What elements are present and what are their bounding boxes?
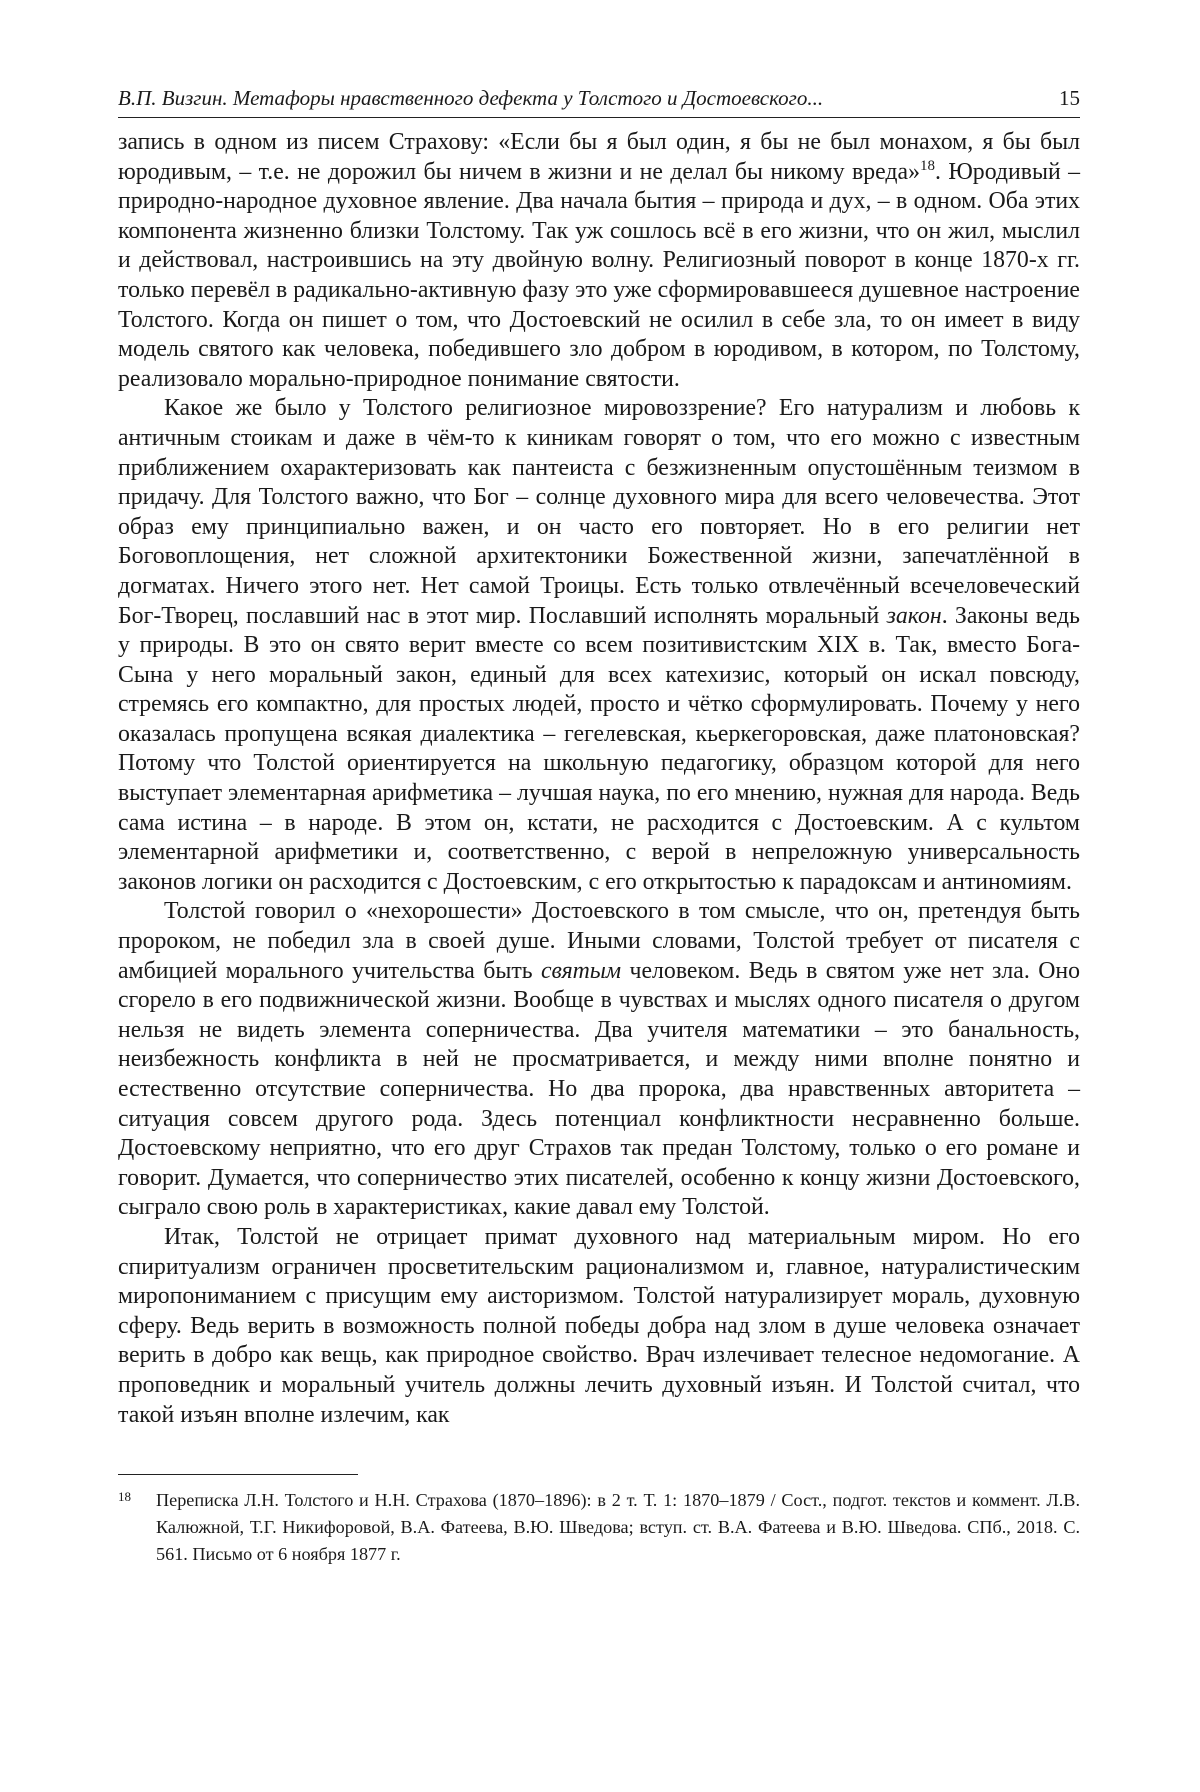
paragraph-3 bbox=[118, 897, 1080, 1223]
footnote-divider bbox=[118, 1474, 358, 1475]
paragraph-3-text-b: человеком. Ведь в святом уже нет зла. Оно сгорело в его подвижнической жизни. Вообще в чувствах и мыслях одного писателя о другом нельзя не видеть элемента соперничества. Два учителя математики – это банальность, неизбежность конфликта в ней не просматривается, и между ними вполне понятно и естественно отсутствие соперничества. Но два пророка, два нравственных авторитета – ситуация совсем другого рода. Здесь потенциал конфликтности несравненно больше. Достоевскому неприятно, что его друг Страхов так предан Толстому, только о его романе и говорит. Думается, что соперничество этих писателей, особенно к концу жизни Достоевского, сыграло свою роль в характеристиках, какие давал ему Толстой. bbox=[118, 957, 1081, 1221]
paragraph-3-text-a: Толстой говорил о «нехорошести» Достоевского в том смысле, что он, претендуя быть пророком, не победил зла в своей душе. Иными словами, Толстой требует от писателя с амбицией морального учительства быть bbox=[118, 898, 1080, 984]
paragraph-2 bbox=[118, 394, 1080, 897]
running-head bbox=[118, 86, 1080, 118]
paragraph-3-italic-word: святым bbox=[540, 957, 622, 984]
page bbox=[118, 86, 1080, 1568]
paragraph-2-italic-word: закон bbox=[886, 602, 942, 629]
footnote-text: Переписка Л.Н. Толстого и Н.Н. Страхова (1870–1896): в 2 т. Т. 1: 1870–1879 / Сост., подгот. текстов и коммент. Л.В. Калюжной, Т.Г. Никифоровой, В.А. Фатеева, В.Ю. Шведова; вступ. ст. В.А. Фатеева и В.Ю. Шведова. СПб., 2018. С. 561. Письмо от 6 ноября 1877 г. bbox=[156, 1490, 1080, 1565]
page-number: 15 bbox=[1059, 86, 1080, 110]
paragraph-1-text-b: . Юродивый – природно-народное духовное явление. Два начала бытия – природа и дух, – в одном. Оба этих компонента жизненно близки Толстому. Так уж сошлось всё в его жизни, что он жил, мыслил и действовал, настроившись на эту двойную волну. Религиозный поворот в конце 1870-х гг. только перевёл в радикально-активную фазу это уже сформировавшееся душевное настроение Толстого. Когда он пишет о том, что Достоевский не осилил в себе зла, то он имеет в виду модель святого как человека, победившего зло добром в юродивом, в котором, по Толстому, реализовало морально-природное понимание святости. bbox=[118, 158, 1080, 392]
footnote bbox=[118, 1487, 1080, 1568]
paragraph-4: Итак, Толстой не отрицает примат духовного над материальным миром. Но его спиритуализм ограничен просветительским рационализмом и, главное, натуралистическим миропониманием с присущим ему аисторизмом. Толстой натурализирует мораль, духовную сферу. Ведь верить в возможность полной победы добра над злом в душе человека означает верить в добро как вещь, как природное свойство. Врач излечивает телесное недомогание. А проповедник и моральный учитель должны лечить духовный изъян. И Толстой считал, что такой изъян вполне излечим, как bbox=[118, 1223, 1080, 1428]
body-text bbox=[118, 128, 1080, 1430]
paragraph-1-text-a: запись в одном из писем Страхову: «Если бы я был один, я бы не был монахом, я бы был юродивым, – т.е. не дорожил бы ничем в жизни и не делал бы никому вреда» bbox=[118, 129, 1080, 185]
paragraph-2-text-a: Какое же было у Толстого религиозное мировоззрение? Его натурализм и любовь к античным стоикам и даже в чём-то к киникам говорят о том, что его можно с известным приближением охарактеризовать как пантеиста с безжизненным опустошённым теизмом в придачу. Для Толстого важно, что Бог – солнце духовного мира для всего человечества. Этот образ ему принципиально важен, и он часто его повторяет. Но в его религии нет Боговоплощения, нет сложной архитектоники Божественной жизни, запечатлённой в догматах. Ничего этого нет. Нет самой Троицы. Есть только отвлечённый всечеловеческий Бог-Творец, пославший нас в этот мир. Пославший исполнять моральный bbox=[118, 395, 1080, 629]
paragraph-1 bbox=[118, 128, 1080, 394]
footnote-number: 18 bbox=[118, 1489, 131, 1505]
footnote-reference[interactable]: 18 bbox=[919, 157, 935, 174]
running-title: В.П. Визгин. Метафоры нравственного дефекта у Толстого и Достоевского... bbox=[118, 86, 824, 110]
paragraph-2-text-b: . Законы ведь у природы. В это он свято верит вместе со всем позитивистским XIX в. Так, вместо Бога-Сына у него моральный закон, единый для всех катехизис, который он искал повсюду, стремясь его компактно, для простых людей, просто и чётко сформулировать. Почему у него оказалась пропущена всякая диалектика – гегелевская, кьеркегоровская, даже платоновская? Потому что Толстой ориентируется на школьную педагогику, образцом которой для него выступает элементарная арифметика – лучшая наука, по его мнению, нужная для народа. Ведь сама истина – в народе. В этом он, кстати, не расходится с Достоевским. А с культом элементарной арифметики и, соответственно, с верой в непреложную универсальность законов логики он расходится с Достоевским, с его открытостью к парадоксам и антиномиям. bbox=[118, 602, 1080, 895]
